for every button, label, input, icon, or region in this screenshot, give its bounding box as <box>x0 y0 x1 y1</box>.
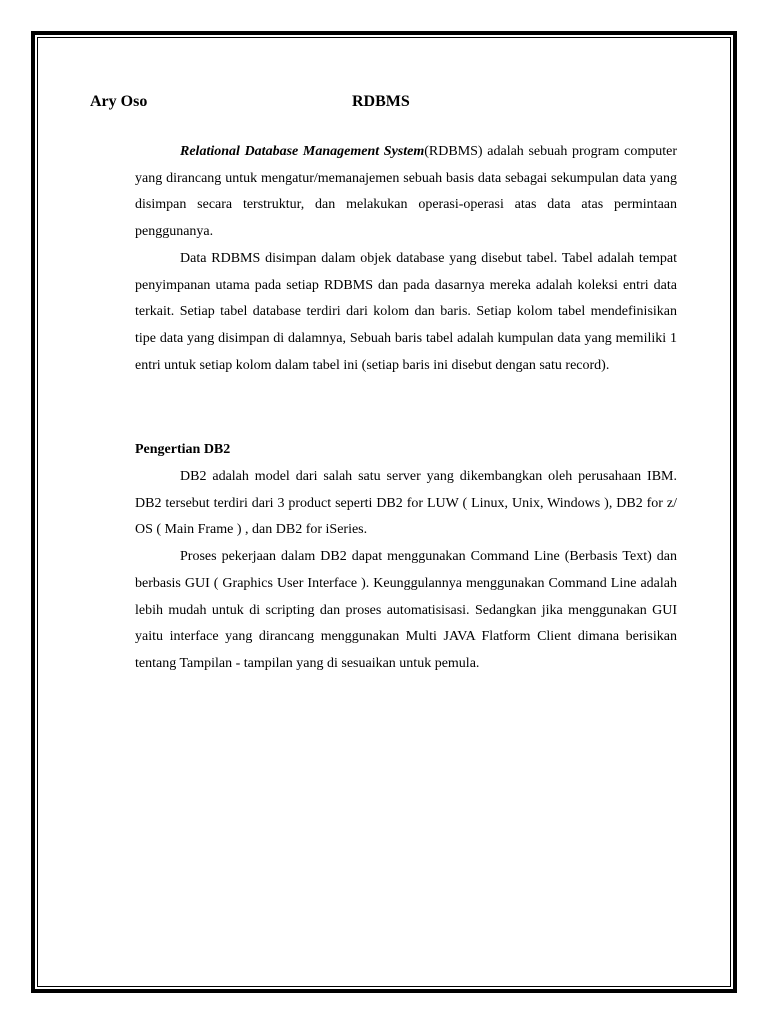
document-header <box>90 93 690 117</box>
rdbms-paragraph-1 <box>135 139 677 246</box>
section-heading-db2: Pengertian DB2 <box>135 442 231 458</box>
document-body <box>135 139 677 678</box>
author-name: Ary Oso <box>90 93 148 110</box>
rdbms-paragraph-1-text: (RDBMS) adalah sebuah program computer yang dirancang untuk mengatur/memanajemen sebuah basis data sebagai sekumpulan data yang disimpan secara terstruktur, dan melakukan operasi-operasi atas data atas permintaan penggunanya. <box>135 144 677 240</box>
rdbms-paragraph-2: Data RDBMS disimpan dalam objek database yang disebut tabel. Tabel adalah tempat penyimpanan utama pada setiap RDBMS dan pada dasarnya mereka adalah koleksi entri data terkait. Setiap tabel database terdiri dari kolom dan baris. Setiap kolom tabel mendefinisikan tipe data yang disimpan di dalamnya, Sebuah baris tabel adalah kumpulan data yang memiliki 1 entri untuk setiap kolom dalam tabel ini (setiap baris ini disebut dengan satu record). <box>135 250 677 373</box>
db2-paragraph-2: Proses pekerjaan dalam DB2 dapat menggunakan Command Line (Berbasis Text) dan berbasis GUI ( Graphics User Interface ). Keunggulannya menggunakan Command Line adalah lebih mudah untuk di scripting dan proses automatisisasi. Sedangkan jika menggunakan GUI yaitu interface yang dirancang menggunakan Multi JAVA Flatform Client dimana berisikan tentang Tampilan - tampilan yang di sesuaikan untuk pemula. <box>135 549 677 671</box>
rdbms-term: Relational Database Management System <box>180 144 425 159</box>
page-title: RDBMS <box>352 93 410 110</box>
section-spacer <box>135 379 677 437</box>
db2-paragraph-1: DB2 adalah model dari salah satu server yang dikembangkan oleh perusahaan IBM. DB2 tersebut terdiri dari 3 product seperti DB2 for LUW ( Linux, Unix, Windows ), DB2 for z/ OS ( Main Frame ) , dan DB2 for iSeries. <box>135 469 677 538</box>
